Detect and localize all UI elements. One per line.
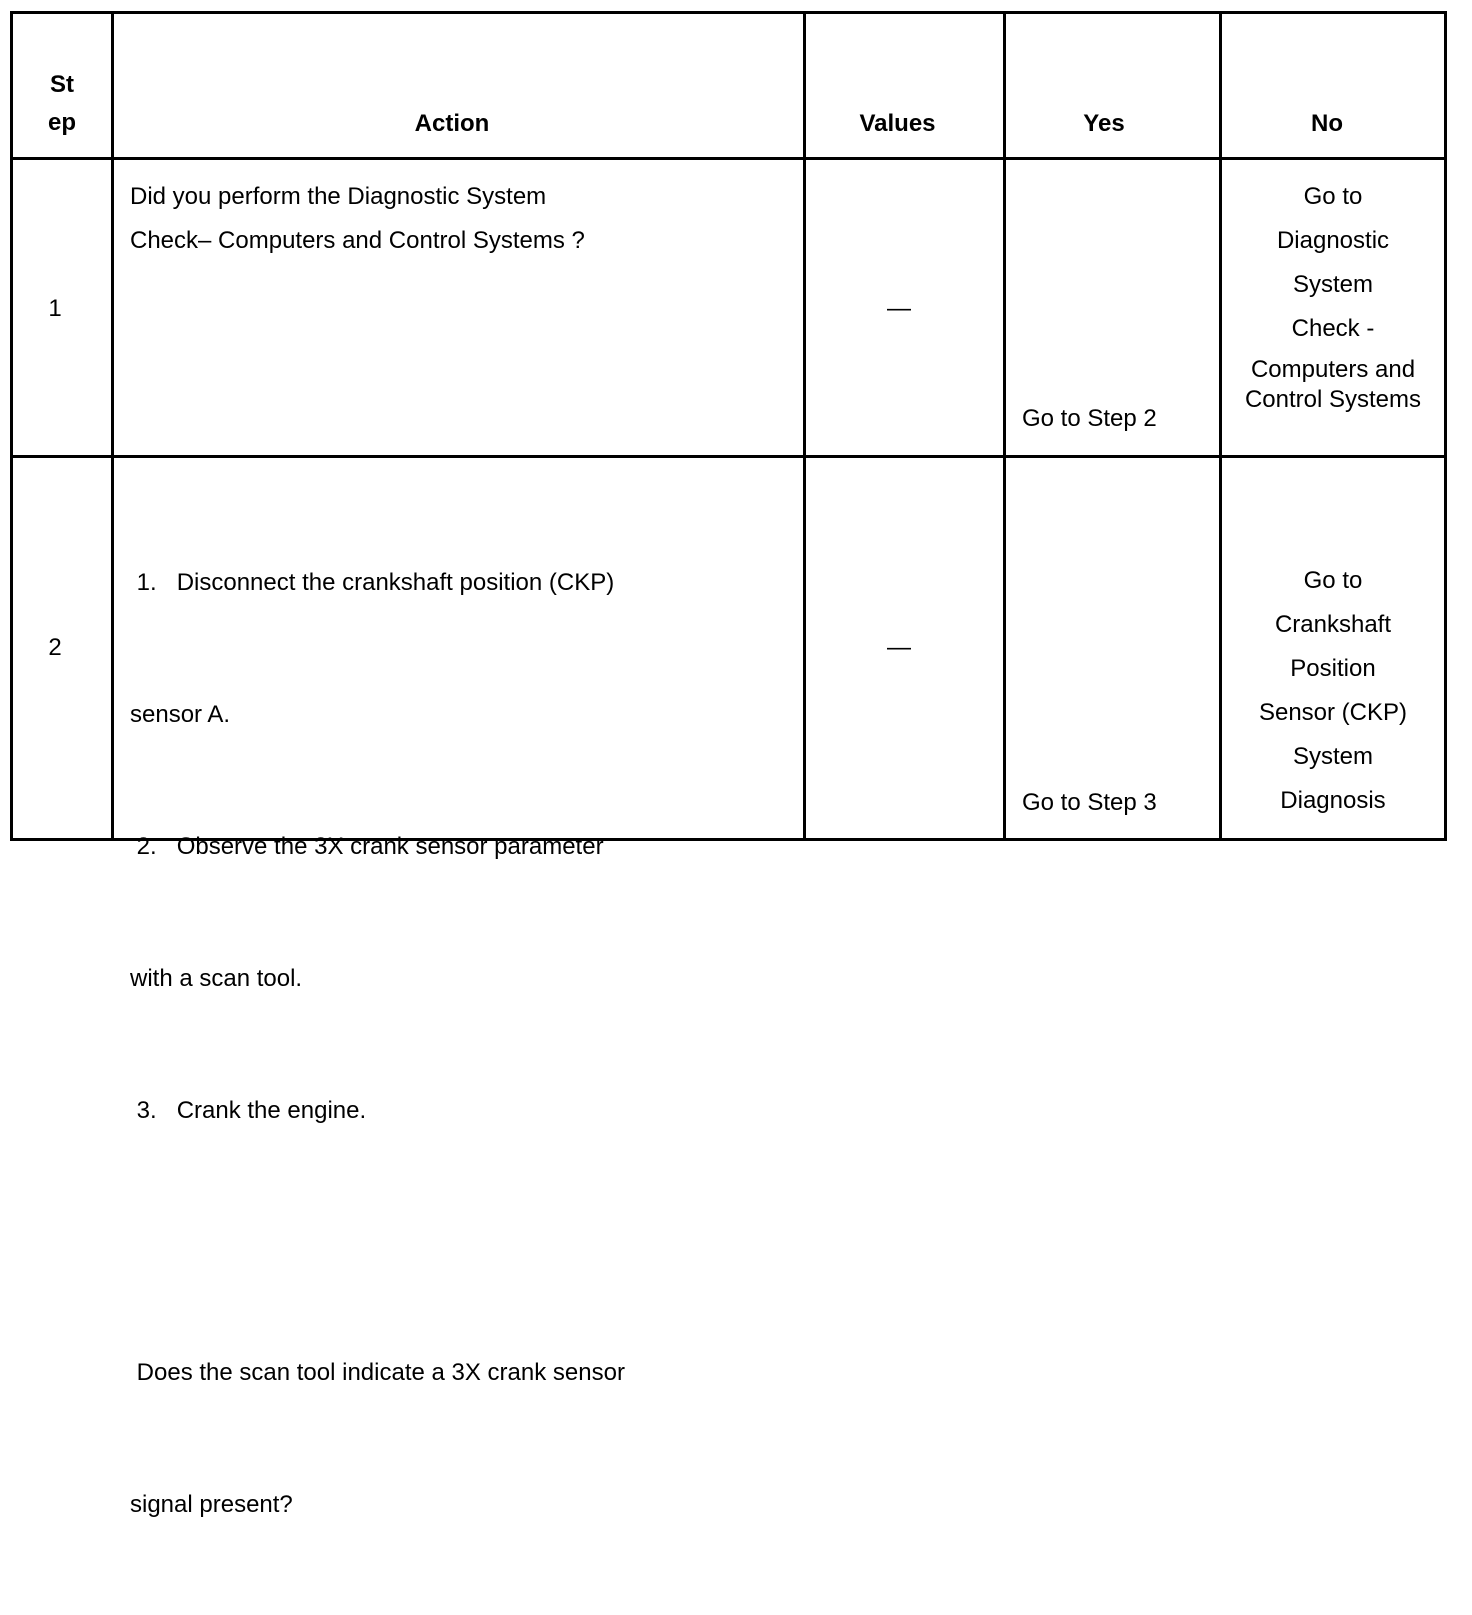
- header-no: No: [1311, 110, 1343, 137]
- row1-yes: Go to Step 2: [1022, 405, 1157, 432]
- header-divider: [10, 157, 1447, 160]
- table-border-right: [1444, 11, 1447, 841]
- row1-value: —: [887, 295, 911, 322]
- row2-no: Go to Crankshaft Position Sensor (CKP) System Diagnosis: [1258, 567, 1408, 814]
- header-yes: Yes: [1083, 110, 1125, 137]
- header-values: Values: [859, 110, 936, 137]
- header-action: Action: [414, 110, 490, 137]
- row1-action: Did you perform the Diagnostic System Check– Computers and Control Systems ?: [130, 183, 585, 254]
- row2-action: 1. Disconnect the crankshaft position (CKP) sensor A. 2. Observe the 3X crank sensor parameter with a scan tool. 3. Crank the engine. Does the scan tool indicate a 3X crank sensor signal present?: [130, 569, 625, 1518]
- row2-yes: Go to Step 3: [1022, 789, 1157, 816]
- row2-value: —: [887, 634, 911, 661]
- diagnostic-table: [10, 11, 1447, 1518]
- row2-step: 2: [48, 634, 62, 661]
- row1-step: 1: [48, 295, 62, 322]
- header-step: St ep: [47, 71, 76, 136]
- table-border-top: [10, 11, 1447, 14]
- row1-no: Go to Diagnostic System Check - Computers and Control Systems: [1244, 183, 1422, 413]
- row-divider: [10, 455, 1447, 458]
